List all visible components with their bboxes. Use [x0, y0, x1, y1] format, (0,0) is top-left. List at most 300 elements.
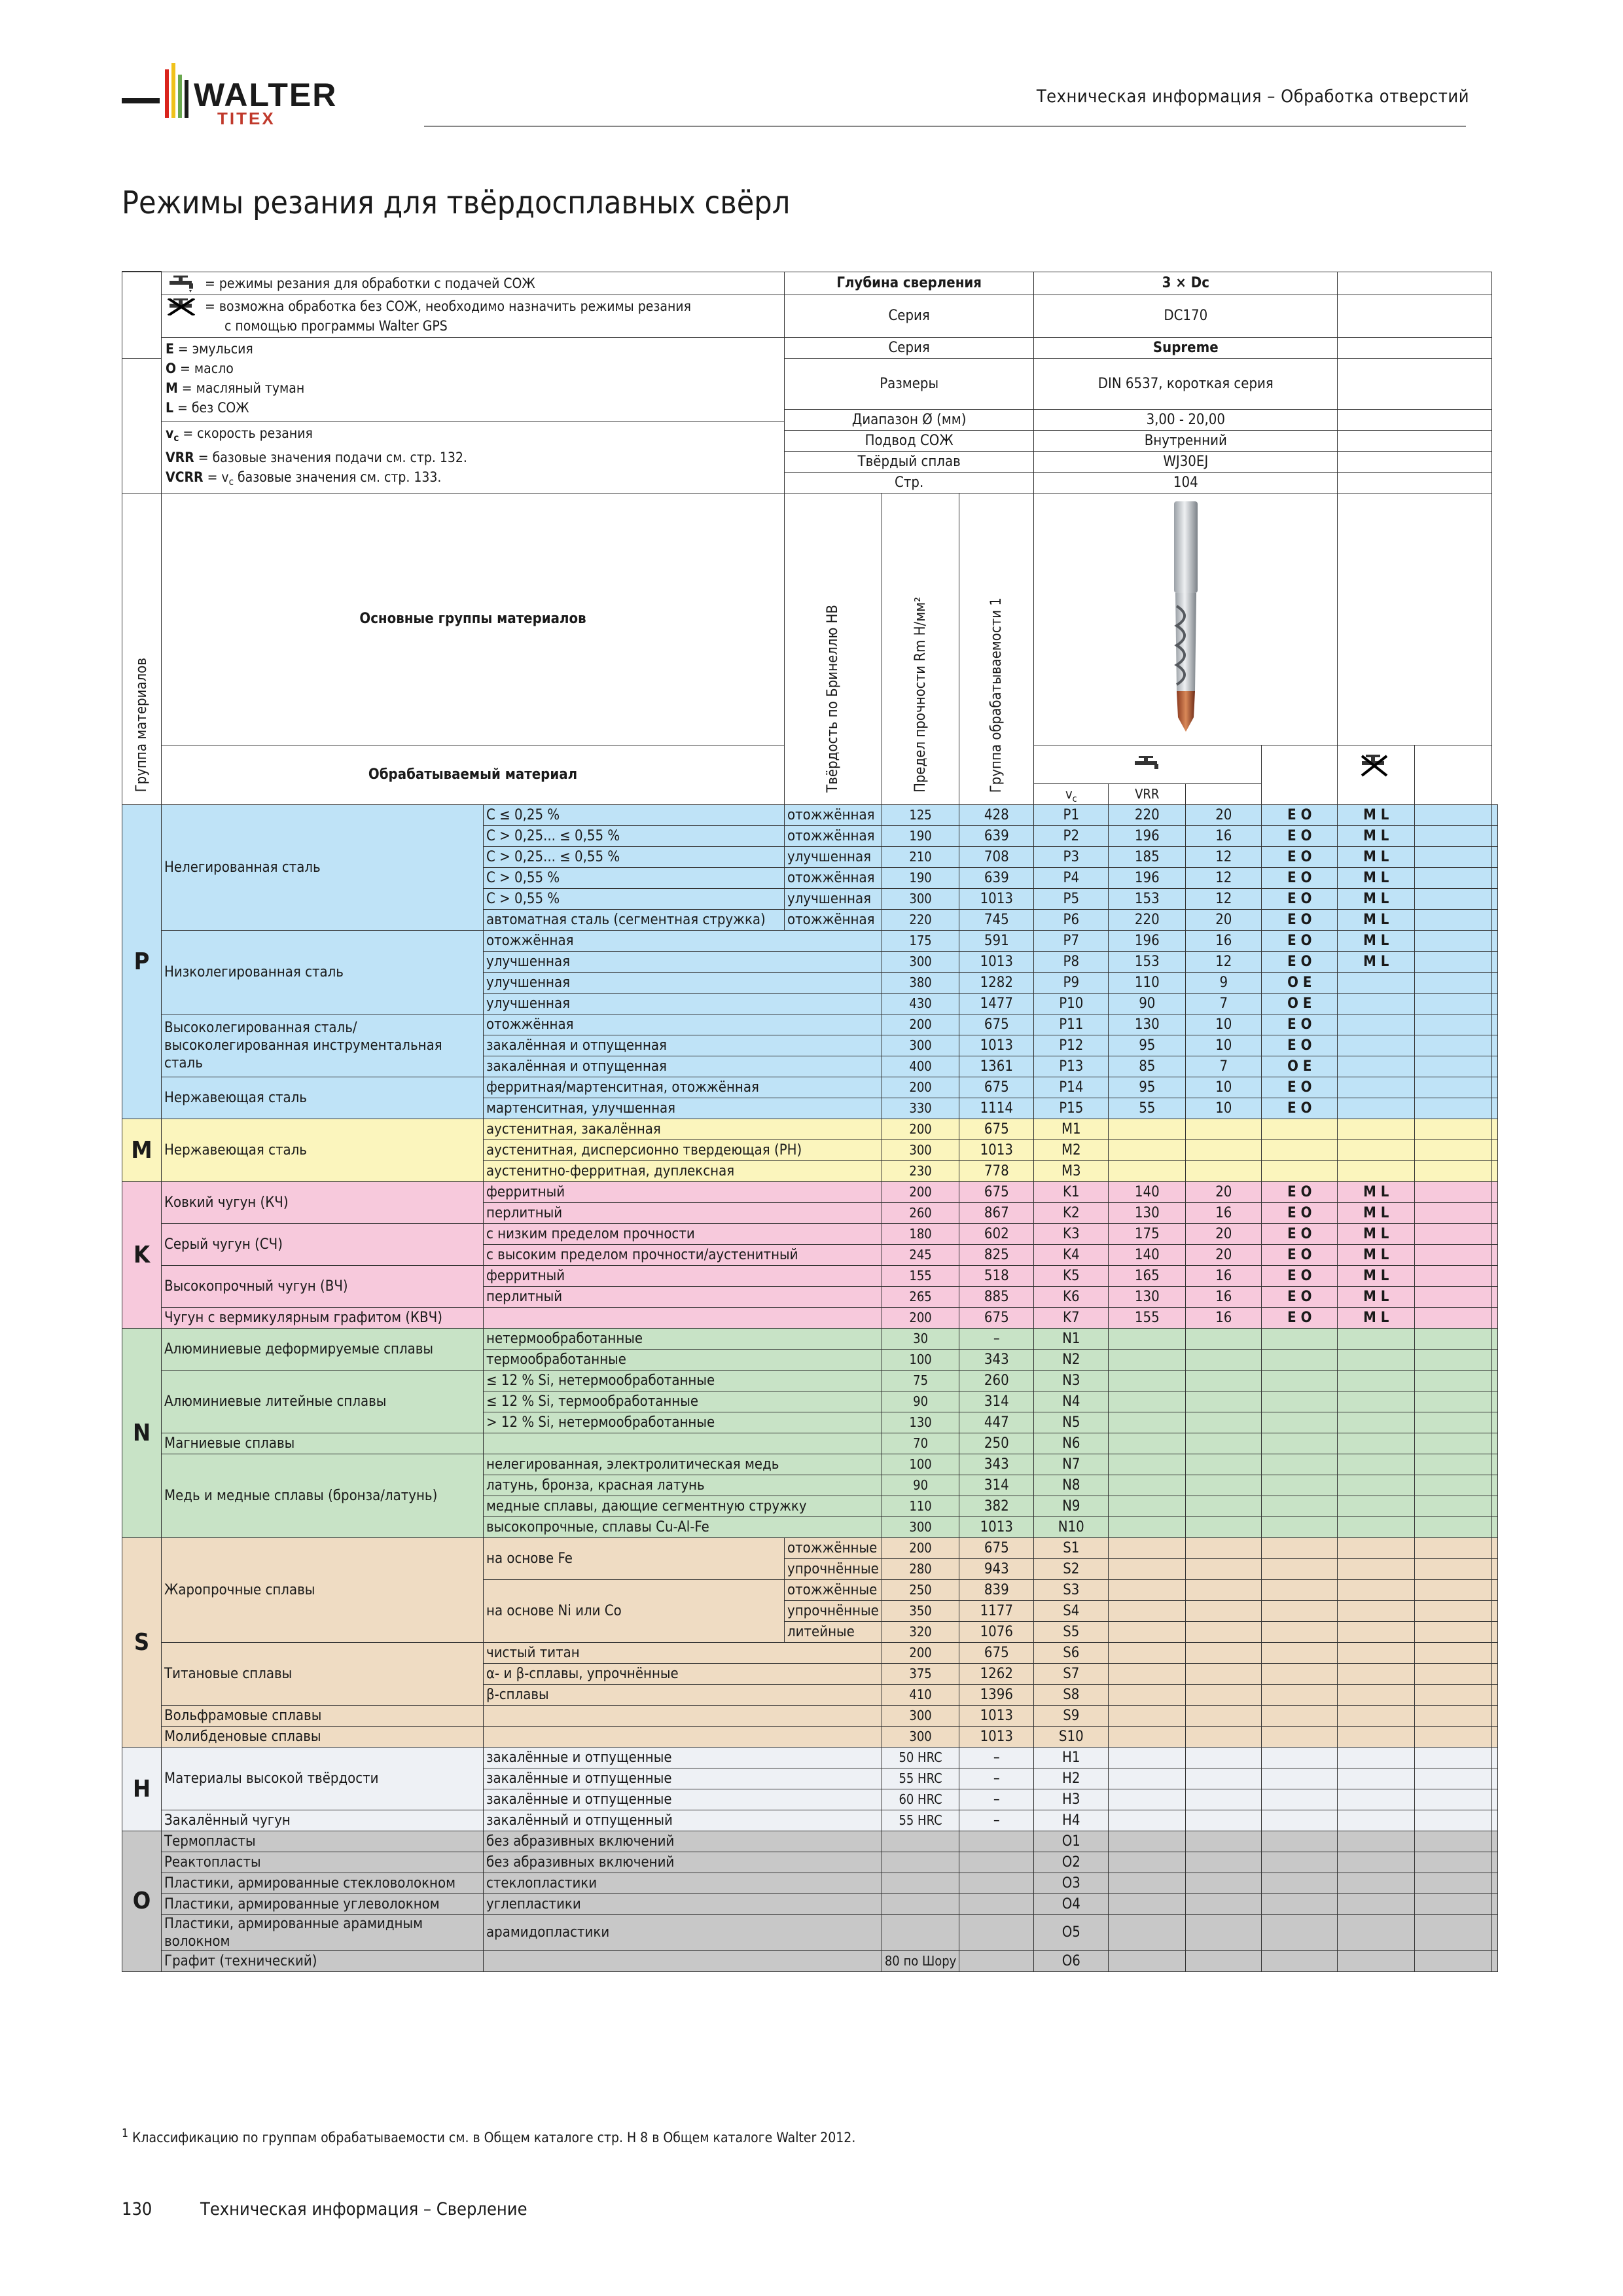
vc-value: [1109, 1391, 1186, 1412]
material-main-group: Реактопласты: [162, 1852, 484, 1873]
coolant-ml: M L: [1338, 951, 1415, 972]
product-label: Подвод СОЖ: [785, 430, 1034, 451]
walter-titex-logo: [122, 60, 397, 132]
coolant-eo: [1262, 1852, 1338, 1873]
extra-blank-cell: [1492, 1035, 1498, 1056]
extra-blank-cell: [1492, 1873, 1498, 1893]
vrr-value: [1186, 1516, 1262, 1537]
vc-value: 130: [1109, 1286, 1186, 1307]
vc-value: [1109, 1852, 1186, 1873]
hardness-value: [882, 1914, 959, 1950]
machinability-group: N8: [1034, 1475, 1109, 1496]
vrr-value: [1186, 1558, 1262, 1579]
material-condition: с низким пределом прочности: [484, 1223, 882, 1244]
product-value: Внутренний: [1034, 430, 1338, 451]
coolant-eo: [1262, 1516, 1338, 1537]
extra-blank-cell: [1415, 1328, 1492, 1349]
strength-value: [959, 1950, 1034, 1971]
vc-value: 110: [1109, 972, 1186, 993]
coolant-eo: E O: [1262, 1014, 1338, 1035]
strength-value: –: [959, 1789, 1034, 1810]
machinability-group: N6: [1034, 1433, 1109, 1454]
coolant-eo: [1262, 1950, 1338, 1971]
hardness-value: 300: [882, 1035, 959, 1056]
extra-blank-cell: [1492, 1621, 1498, 1642]
material-condition: улучшенная: [484, 993, 882, 1014]
extra-blank-cell: [1415, 1202, 1492, 1223]
material-main-group: Высокопрочный чугун (ВЧ): [162, 1265, 484, 1307]
strength-value: 943: [959, 1558, 1034, 1579]
vrr-value: [1186, 1475, 1262, 1496]
vc-value: [1109, 1496, 1186, 1516]
coolant-ml: [1338, 1558, 1415, 1579]
hardness-value: 400: [882, 1056, 959, 1077]
strength-label: Предел прочности Rm Н/мм²: [912, 596, 929, 793]
extra-blank-cell: [1492, 993, 1498, 1014]
machinability-group: M3: [1034, 1160, 1109, 1181]
machinability-group: P3: [1034, 846, 1109, 867]
hardness-value: 230: [882, 1160, 959, 1181]
coolant-ml: [1338, 1516, 1415, 1537]
vc-value: [1109, 1579, 1186, 1600]
drill-image: [1160, 495, 1212, 737]
vrr-value: [1186, 1789, 1262, 1810]
vc-value: [1109, 1705, 1186, 1726]
coolant-ml: M L: [1338, 1181, 1415, 1202]
extra-blank-cell: [1492, 804, 1498, 825]
eo-header-blank: [1262, 745, 1338, 804]
extra-header-blank: [1415, 745, 1492, 804]
extra-blank-cell: [1415, 1349, 1492, 1370]
extra-blank-cell: [1492, 1454, 1498, 1475]
table-row: [122, 1726, 1498, 1747]
coolant-eo: E O: [1262, 846, 1338, 867]
vc-value: 175: [1109, 1223, 1186, 1244]
extra-blank-cell: [1492, 1433, 1498, 1454]
table-row: [122, 1705, 1498, 1726]
legend-codes-cell: [162, 337, 785, 493]
extra-blank-cell: [1492, 846, 1498, 867]
hardness-value: 200: [882, 1307, 959, 1328]
table-row: [122, 1950, 1498, 1971]
vrr-value: [1186, 1433, 1262, 1454]
machinability-group: P9: [1034, 972, 1109, 993]
coolant-eo: [1262, 1810, 1338, 1831]
table-row: [122, 1831, 1498, 1852]
machinability-group: P11: [1034, 1014, 1109, 1035]
coolant-ml: M L: [1338, 909, 1415, 930]
table-row: [122, 1223, 1498, 1244]
coolant-ml: M L: [1338, 1265, 1415, 1286]
material-condition: [484, 1726, 882, 1747]
material-group-letter: P: [122, 804, 162, 1119]
hardness-value: 300: [882, 1726, 959, 1747]
drill-extra-blank: [1338, 493, 1492, 745]
hardness-value: 100: [882, 1349, 959, 1370]
vc-value: 196: [1109, 867, 1186, 888]
coolant-ml: [1338, 1579, 1415, 1600]
material-condition: [484, 1705, 882, 1726]
vrr-value: [1186, 1950, 1262, 1971]
coolant-ml: M L: [1338, 1244, 1415, 1265]
hardness-value: 50 HRC: [882, 1747, 959, 1768]
vc-value: [1109, 1600, 1186, 1621]
coolant-eo: [1262, 1600, 1338, 1621]
extra-blank-cell: [1415, 1475, 1492, 1496]
material-condition: аустенитная, закалённая: [484, 1119, 882, 1139]
vrr-value: [1186, 1726, 1262, 1747]
material-treatment: отожжённые: [785, 1579, 882, 1600]
vrr-value: 16: [1186, 1202, 1262, 1223]
product-value: WJ30EJ: [1034, 451, 1338, 472]
extra-blank-cell: [1492, 1056, 1498, 1077]
coolant-eo: E O: [1262, 1286, 1338, 1307]
coolant-ml: [1338, 1893, 1415, 1914]
vrr-value: [1186, 1391, 1262, 1412]
extra-blank-cell: [1415, 1684, 1492, 1705]
logo-titex-text: TITEX: [217, 109, 276, 128]
strength-value: –: [959, 1328, 1034, 1349]
coolant-eo: [1262, 1433, 1338, 1454]
extra-blank-cell: [1492, 1810, 1498, 1831]
vc-value: [1109, 1789, 1186, 1810]
product-extra-blank: [1338, 358, 1492, 409]
vc-value: [1109, 1893, 1186, 1914]
table-row: [122, 1914, 1498, 1950]
extra-blank-cell: [1415, 1516, 1492, 1537]
legend-code: O: [166, 360, 177, 376]
coolant-ml: [1338, 1412, 1415, 1433]
material-treatment: улучшенная: [785, 846, 882, 867]
strength-value: [959, 1893, 1034, 1914]
extra-blank-cell: [1492, 972, 1498, 993]
machinability-header: [959, 493, 1034, 804]
cutting-data-table: [122, 271, 1498, 1972]
hardness-value: 90: [882, 1475, 959, 1496]
hardness-value: 130: [882, 1412, 959, 1433]
coolant-ml: M L: [1338, 1223, 1415, 1244]
material-condition: ферритный: [484, 1265, 882, 1286]
coolant-ml: [1338, 993, 1415, 1014]
material-spec: C > 0,25... ≤ 0,55 %: [484, 825, 785, 846]
extra-blank-cell: [1492, 1370, 1498, 1391]
vrr-value: 16: [1186, 1307, 1262, 1328]
coolant-ml: [1338, 1831, 1415, 1852]
coolant-eo: E O: [1262, 1307, 1338, 1328]
extra-blank-cell: [1415, 1810, 1492, 1831]
strength-value: 675: [959, 1642, 1034, 1663]
material-main-group: Вольфрамовые сплавы: [162, 1705, 484, 1726]
legend-vcrr-text: базовые значения см. стр. 133.: [234, 469, 442, 485]
table-row: [122, 1537, 1498, 1558]
hardness-value: 90: [882, 1391, 959, 1412]
strength-value: 1013: [959, 1516, 1034, 1537]
material-treatment: отожжённая: [785, 804, 882, 825]
coolant-ml: [1338, 1475, 1415, 1496]
vrr-value: 10: [1186, 1014, 1262, 1035]
coolant-ml: [1338, 1537, 1415, 1558]
hardness-value: 410: [882, 1684, 959, 1705]
hardness-value: 300: [882, 1705, 959, 1726]
material-main-group: Молибденовые сплавы: [162, 1726, 484, 1747]
coolant-ml: [1338, 1852, 1415, 1873]
machinability-group: S9: [1034, 1705, 1109, 1726]
machinability-group: P13: [1034, 1056, 1109, 1077]
vc-value: [1109, 1768, 1186, 1789]
coolant-ml: [1338, 1663, 1415, 1684]
extra-blank-cell: [1492, 1244, 1498, 1265]
machinability-group: S7: [1034, 1663, 1109, 1684]
material-group-letter: N: [122, 1328, 162, 1537]
coolant-eo: [1262, 1558, 1338, 1579]
coolant-ml: M L: [1338, 1307, 1415, 1328]
machinability-group: K3: [1034, 1223, 1109, 1244]
product-extra-blank: [1338, 409, 1492, 430]
extra-blank-cell: [1415, 1077, 1492, 1098]
strength-value: 675: [959, 1077, 1034, 1098]
legend-dry-cell: [162, 295, 785, 337]
extra-blank-cell: [1492, 1579, 1498, 1600]
coolant-eo: E O: [1262, 1265, 1338, 1286]
material-main-group: Серый чугун (СЧ): [162, 1223, 484, 1265]
coolant-eo: [1262, 1831, 1338, 1852]
extra-blank-cell: [1415, 1893, 1492, 1914]
extra-blank-cell: [1415, 804, 1492, 825]
extra-blank-cell: [1492, 1349, 1498, 1370]
extra-blank-cell: [1492, 1768, 1498, 1789]
material-group-letter: O: [122, 1831, 162, 1971]
strength-value: 1361: [959, 1056, 1034, 1077]
vc-subheader: $v_c$: [1034, 784, 1109, 804]
coolant-ml: [1338, 1642, 1415, 1663]
coolant-eo: [1262, 1349, 1338, 1370]
material-condition: без абразивных включений: [484, 1831, 882, 1852]
material-main-group: Графит (технический): [162, 1950, 484, 1971]
strength-value: 639: [959, 867, 1034, 888]
strength-value: 447: [959, 1412, 1034, 1433]
vc-value: [1109, 1139, 1186, 1160]
extra-blank-cell: [1492, 1077, 1498, 1098]
vc-value: 155: [1109, 1307, 1186, 1328]
vrr-value: [1186, 1496, 1262, 1516]
coolant-ml: [1338, 1684, 1415, 1705]
extra-blank-cell: [1492, 1412, 1498, 1433]
extra-blank-cell: [1415, 1600, 1492, 1621]
material-condition: [484, 1950, 882, 1971]
coolant-ml: [1338, 1873, 1415, 1893]
vrr-subheader: VRR: [1109, 784, 1186, 804]
strength-value: 1013: [959, 951, 1034, 972]
material-treatment: улучшенная: [785, 888, 882, 909]
hardness-value: 250: [882, 1579, 959, 1600]
coolant-eo: E O: [1262, 951, 1338, 972]
coolant-eo: [1262, 1370, 1338, 1391]
extra-blank-cell: [1415, 1705, 1492, 1726]
material-condition: нетермообработанные: [484, 1328, 882, 1349]
material-group-letter: M: [122, 1119, 162, 1181]
vrr-value: [1186, 1370, 1262, 1391]
logo-walter-text: WALTER: [194, 77, 338, 113]
extra-blank-cell: [1492, 1160, 1498, 1181]
material-condition: закалённые и отпущенные: [484, 1789, 882, 1810]
coolant-ml: M L: [1338, 867, 1415, 888]
vrr-value: 20: [1186, 1223, 1262, 1244]
strength-value: 675: [959, 1119, 1034, 1139]
vc-value: [1109, 1663, 1186, 1684]
material-group-label: Группа материалов: [134, 658, 150, 793]
vrr-value: 16: [1186, 1265, 1262, 1286]
coolant-eo: [1262, 1893, 1338, 1914]
strength-value: 825: [959, 1244, 1034, 1265]
coolant-eo: [1262, 1391, 1338, 1412]
hardness-value: 55 HRC: [882, 1810, 959, 1831]
strength-value: 839: [959, 1579, 1034, 1600]
extra-blank-cell: [1415, 1139, 1492, 1160]
material-condition: мартенситная, улучшенная: [484, 1098, 882, 1119]
machinability-group: N10: [1034, 1516, 1109, 1537]
strength-value: 591: [959, 930, 1034, 951]
coolant-tap-icon: [166, 276, 205, 293]
machinability-group: N1: [1034, 1328, 1109, 1349]
coolant-ml: [1338, 1914, 1415, 1950]
vc-value: [1109, 1516, 1186, 1537]
vrr-value: 20: [1186, 1181, 1262, 1202]
machinability-group: K4: [1034, 1244, 1109, 1265]
strength-value: [959, 1914, 1034, 1950]
extra-blank-cell: [1492, 1950, 1498, 1971]
extra-blank-cell: [1415, 1370, 1492, 1391]
vrr-value: [1186, 1349, 1262, 1370]
machinability-group: S8: [1034, 1684, 1109, 1705]
material-condition: отожжённая: [484, 930, 882, 951]
coolant-eo: [1262, 1119, 1338, 1139]
coolant-ml: [1338, 1726, 1415, 1747]
coolant-eo: E O: [1262, 804, 1338, 825]
extra-blank-cell: [1492, 1831, 1498, 1852]
vc-value: [1109, 1475, 1186, 1496]
extra-blank-cell: [1415, 1663, 1492, 1684]
legend-coolant-cell: [162, 272, 785, 295]
extra-blank-cell: [1415, 1747, 1492, 1768]
coolant-eo: E O: [1262, 930, 1338, 951]
extra-blank-cell: [1415, 1244, 1492, 1265]
material-condition: чистый титан: [484, 1642, 882, 1663]
material-spec: C > 0,55 %: [484, 888, 785, 909]
extra-blank-cell: [1492, 1307, 1498, 1328]
coolant-eo: E O: [1262, 1244, 1338, 1265]
coolant-eo: [1262, 1139, 1338, 1160]
material-main-group: Ковкий чугун (КЧ): [162, 1181, 484, 1223]
material-main-group: Закалённый чугун: [162, 1810, 484, 1831]
hardness-value: 200: [882, 1537, 959, 1558]
vc-value: 95: [1109, 1035, 1186, 1056]
legend-code-text: = масляный туман: [177, 380, 305, 396]
machinability-group: S4: [1034, 1600, 1109, 1621]
machinability-group: S3: [1034, 1579, 1109, 1600]
extra-blank-cell: [1492, 1684, 1498, 1705]
hardness-label: Твёрдость по Бринеллю HB: [825, 605, 842, 793]
coolant-eo: E O: [1262, 1181, 1338, 1202]
coolant-ml: [1338, 1014, 1415, 1035]
extra-blank-cell: [1492, 1014, 1498, 1035]
coolant-eo: E O: [1262, 867, 1338, 888]
extra-blank-cell: [1492, 1328, 1498, 1349]
material-group-letter: H: [122, 1747, 162, 1831]
extra-blank-cell: [1415, 1160, 1492, 1181]
legend-vrr-text: = базовые значения подачи см. стр. 132.: [194, 449, 467, 465]
material-main-group: Титановые сплавы: [162, 1642, 484, 1705]
extra-blank-cell: [1492, 1642, 1498, 1663]
vc-value: [1109, 1642, 1186, 1663]
strength-value: 745: [959, 909, 1034, 930]
extra-blank-cell: [1415, 1831, 1492, 1852]
hardness-value: [882, 1831, 959, 1852]
extra-blank-cell: [1492, 1852, 1498, 1873]
legend-coolant-type: [166, 378, 780, 398]
vc-value: [1109, 1558, 1186, 1579]
coolant-eo: [1262, 1789, 1338, 1810]
vc-value: 130: [1109, 1202, 1186, 1223]
page-number: 130: [122, 2199, 152, 2219]
coolant-eo: E O: [1262, 888, 1338, 909]
coolant-ml: [1338, 1160, 1415, 1181]
strength-value: [959, 1852, 1034, 1873]
coolant-eo: O E: [1262, 993, 1338, 1014]
hardness-value: 375: [882, 1663, 959, 1684]
vrr-value: [1186, 1139, 1262, 1160]
coolant-ml: [1338, 1768, 1415, 1789]
hardness-value: 300: [882, 1516, 959, 1537]
product-label: Диапазон Ø (мм): [785, 409, 1034, 430]
coolant-eo: E O: [1262, 1223, 1338, 1244]
material-condition: стеклопластики: [484, 1873, 882, 1893]
legend-vc-text: = скорость резания: [179, 425, 313, 441]
extra-blank-cell: [1492, 1914, 1498, 1950]
vrr-value: 10: [1186, 1077, 1262, 1098]
material-condition: закалённые и отпущенные: [484, 1747, 882, 1768]
strength-value: 1076: [959, 1621, 1034, 1642]
hardness-value: 30: [882, 1328, 959, 1349]
legend-vcrr: VCRR = $v_c$ базовые значения см. стр. 133.: [166, 469, 442, 488]
extra-blank-cell: [1492, 1223, 1498, 1244]
vrr-value: 20: [1186, 909, 1262, 930]
vc-value: [1109, 1370, 1186, 1391]
vc-value: 85: [1109, 1056, 1186, 1077]
vrr-value: 16: [1186, 825, 1262, 846]
material-treatment: отожжённая: [785, 867, 882, 888]
material-condition: с высоким пределом прочности/аустенитный: [484, 1244, 882, 1265]
vrr-value: [1186, 1768, 1262, 1789]
hardness-value: 55 HRC: [882, 1768, 959, 1789]
coolant-ml: [1338, 1391, 1415, 1412]
legend-coolant-type: [166, 339, 780, 359]
extra-blank-cell: [1415, 1098, 1492, 1119]
coolant-ml: M L: [1338, 846, 1415, 867]
vc-value: [1109, 1349, 1186, 1370]
vc-value: 90: [1109, 993, 1186, 1014]
extra-blank-cell: [1492, 1726, 1498, 1747]
extra-blank-cell: [1492, 1475, 1498, 1496]
material-main-group: Нержавеющая сталь: [162, 1119, 484, 1181]
vrr-value: [1186, 1579, 1262, 1600]
table-row: [122, 1328, 1498, 1349]
vrr-value: [1186, 1914, 1262, 1950]
coolant-eo: [1262, 1454, 1338, 1475]
extra-blank-cell: [1415, 930, 1492, 951]
machinability-group: H1: [1034, 1747, 1109, 1768]
page-title: Режимы резания для твёрдосплавных свёрл: [122, 185, 791, 221]
extra-blank-cell: [1492, 1747, 1498, 1768]
